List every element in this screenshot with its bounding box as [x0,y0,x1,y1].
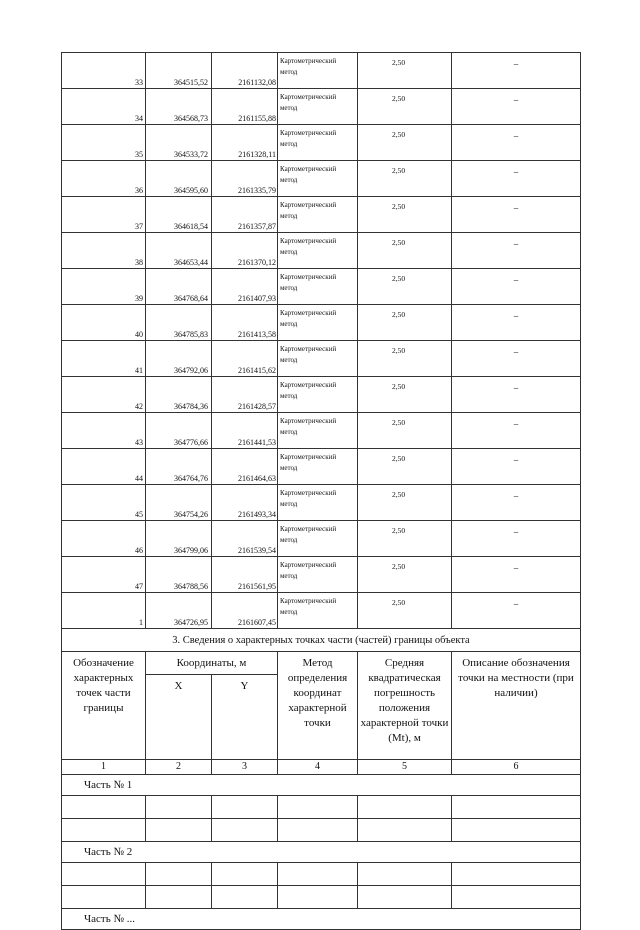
method-line-1: Картометрический [280,417,337,425]
blank-cell [452,863,581,886]
column-number: 1 [62,760,146,775]
point-number: 46 [62,521,146,557]
method-line-2: метод [280,320,298,328]
method-line-1: Картометрический [280,345,337,353]
point-row [62,161,581,197]
coord-y: 2161561,95 [212,557,278,593]
coord-x: 364788,56 [146,557,212,593]
blank-cell [212,819,278,842]
coord-y: 2161428,57 [212,377,278,413]
method [278,305,358,341]
header-x: X [146,675,212,760]
coord-x: 364792,06 [146,341,212,377]
method-line-2: метод [280,356,298,364]
header-error: Средняя квадратическая погрешность положения характерной точки (Mt), м [358,652,452,760]
point-number: 36 [62,161,146,197]
error-value: 2,50 [358,341,452,377]
method-line-2: метод [280,248,298,256]
blank-row [62,796,581,819]
blank-cell [212,863,278,886]
blank-cell [452,886,581,909]
coord-y: 2161132,08 [212,53,278,89]
document-table [61,52,581,930]
coord-x: 364785,83 [146,305,212,341]
blank-cell [452,819,581,842]
method [278,197,358,233]
part-row [62,775,581,796]
method-line-2: метод [280,572,298,580]
blank-cell [146,796,212,819]
blank-cell [358,796,452,819]
point-row [62,449,581,485]
coord-y: 2161328,11 [212,125,278,161]
blank-cell [62,796,146,819]
column-number: 3 [212,760,278,775]
point-row [62,377,581,413]
point-row [62,197,581,233]
method-line-2: метод [280,536,298,544]
method-line-2: метод [280,68,298,76]
blank-cell [278,863,358,886]
point-row [62,521,581,557]
coord-y: 2161415,62 [212,341,278,377]
coord-y: 2161464,63 [212,449,278,485]
point-number: 42 [62,377,146,413]
point-row [62,233,581,269]
coord-y: 2161607,45 [212,593,278,629]
coord-y: 2161441,53 [212,413,278,449]
part-row [62,909,581,930]
column-number: 6 [452,760,581,775]
error-value: 2,50 [358,269,452,305]
blank-cell [278,796,358,819]
error-value: 2,50 [358,485,452,521]
point-description: – [452,521,581,557]
coord-x: 364568,73 [146,89,212,125]
point-description: – [452,413,581,449]
blank-row [62,819,581,842]
point-number: 45 [62,485,146,521]
point-description: – [452,233,581,269]
point-row [62,485,581,521]
blank-cell [212,796,278,819]
method-line-1: Картометрический [280,201,337,209]
header-y: Y [212,675,278,760]
point-description: – [452,125,581,161]
part-row [62,842,581,863]
method-line-2: метод [280,176,298,184]
point-description: – [452,305,581,341]
point-row [62,413,581,449]
point-description: – [452,161,581,197]
method [278,377,358,413]
method [278,233,358,269]
column-number: 5 [358,760,452,775]
method-line-2: метод [280,428,298,436]
coord-y: 2161335,79 [212,161,278,197]
method-line-1: Картометрический [280,57,337,65]
coord-x: 364515,52 [146,53,212,89]
method-line-1: Картометрический [280,597,337,605]
part-label: Часть № 2 [62,842,581,863]
section3-title-row [62,629,581,652]
method-line-1: Картометрический [280,237,337,245]
method-line-1: Картометрический [280,273,337,281]
point-description: – [452,593,581,629]
point-row [62,269,581,305]
method-line-1: Картометрический [280,129,337,137]
point-description: – [452,485,581,521]
coord-y: 2161539,54 [212,521,278,557]
point-row [62,53,581,89]
point-description: – [452,269,581,305]
coord-x: 364799,06 [146,521,212,557]
error-value: 2,50 [358,89,452,125]
error-value: 2,50 [358,305,452,341]
point-row [62,305,581,341]
method [278,449,358,485]
error-value: 2,50 [358,593,452,629]
method [278,341,358,377]
blank-cell [62,886,146,909]
blank-cell [146,863,212,886]
point-number: 37 [62,197,146,233]
method-line-1: Картометрический [280,525,337,533]
point-number: 35 [62,125,146,161]
blank-cell [212,886,278,909]
blank-cell [62,819,146,842]
points-body [62,53,581,629]
error-value: 2,50 [358,125,452,161]
blank-cell [358,863,452,886]
blank-cell [278,819,358,842]
method-line-1: Картометрический [280,561,337,569]
coord-x: 364618,54 [146,197,212,233]
blank-cell [358,819,452,842]
point-number: 40 [62,305,146,341]
error-value: 2,50 [358,521,452,557]
header-coords: Координаты, м [146,652,278,675]
point-description: – [452,341,581,377]
coord-y: 2161413,58 [212,305,278,341]
coord-y: 2161493,34 [212,485,278,521]
blank-row [62,886,581,909]
method-line-1: Картометрический [280,309,337,317]
method [278,53,358,89]
section3-body [62,629,581,930]
blank-cell [62,863,146,886]
header-description: Описание обозначения точки на местности (при наличии) [452,652,581,760]
coord-x: 364653,44 [146,233,212,269]
blank-cell [278,886,358,909]
point-number: 47 [62,557,146,593]
method [278,89,358,125]
point-number: 44 [62,449,146,485]
method-line-1: Картометрический [280,453,337,461]
blank-cell [146,819,212,842]
point-row [62,593,581,629]
method-line-2: метод [280,464,298,472]
method-line-2: метод [280,608,298,616]
point-row [62,557,581,593]
coord-y: 2161357,87 [212,197,278,233]
method [278,269,358,305]
error-value: 2,50 [358,161,452,197]
error-value: 2,50 [358,53,452,89]
coord-x: 364726,95 [146,593,212,629]
method-line-2: метод [280,212,298,220]
point-description: – [452,449,581,485]
method-line-2: метод [280,140,298,148]
method [278,125,358,161]
point-number: 33 [62,53,146,89]
method-line-1: Картометрический [280,165,337,173]
method [278,413,358,449]
error-value: 2,50 [358,413,452,449]
blank-cell [358,886,452,909]
coord-x: 364754,26 [146,485,212,521]
blank-row [62,863,581,886]
method [278,521,358,557]
coord-y: 2161370,12 [212,233,278,269]
coord-x: 364764,76 [146,449,212,485]
method-line-1: Картометрический [280,381,337,389]
error-value: 2,50 [358,449,452,485]
method [278,557,358,593]
coord-x: 364533,72 [146,125,212,161]
method [278,593,358,629]
header-row [62,652,581,675]
point-number: 34 [62,89,146,125]
point-description: – [452,557,581,593]
point-row [62,341,581,377]
coord-x: 364776,66 [146,413,212,449]
coord-y: 2161155,88 [212,89,278,125]
error-value: 2,50 [358,377,452,413]
method-line-1: Картометрический [280,489,337,497]
method-line-1: Картометрический [280,93,337,101]
blank-cell [146,886,212,909]
method-line-2: метод [280,392,298,400]
part-label: Часть № ... [62,909,581,930]
column-number: 2 [146,760,212,775]
header-method: Метод определения координат характерной точки [278,652,358,760]
blank-cell [452,796,581,819]
point-number: 41 [62,341,146,377]
point-number: 1 [62,593,146,629]
section3-title: 3. Сведения о характерных точках части (частей) границы объекта [62,629,581,652]
point-number: 38 [62,233,146,269]
error-value: 2,50 [358,197,452,233]
error-value: 2,50 [358,557,452,593]
column-numbers-row [62,760,581,775]
method-line-2: метод [280,104,298,112]
column-number: 4 [278,760,358,775]
point-description: – [452,197,581,233]
part-label: Часть № 1 [62,775,581,796]
point-description: – [452,377,581,413]
point-description: – [452,89,581,125]
method-line-2: метод [280,500,298,508]
point-number: 39 [62,269,146,305]
method [278,161,358,197]
coord-x: 364784,36 [146,377,212,413]
point-row [62,125,581,161]
method-line-2: метод [280,284,298,292]
coord-x: 364768,64 [146,269,212,305]
coord-y: 2161407,93 [212,269,278,305]
coord-x: 364595,60 [146,161,212,197]
point-number: 43 [62,413,146,449]
method [278,485,358,521]
point-row [62,89,581,125]
point-description: – [452,53,581,89]
error-value: 2,50 [358,233,452,269]
header-designation: Обозначение характерных точек части границы [62,652,146,760]
